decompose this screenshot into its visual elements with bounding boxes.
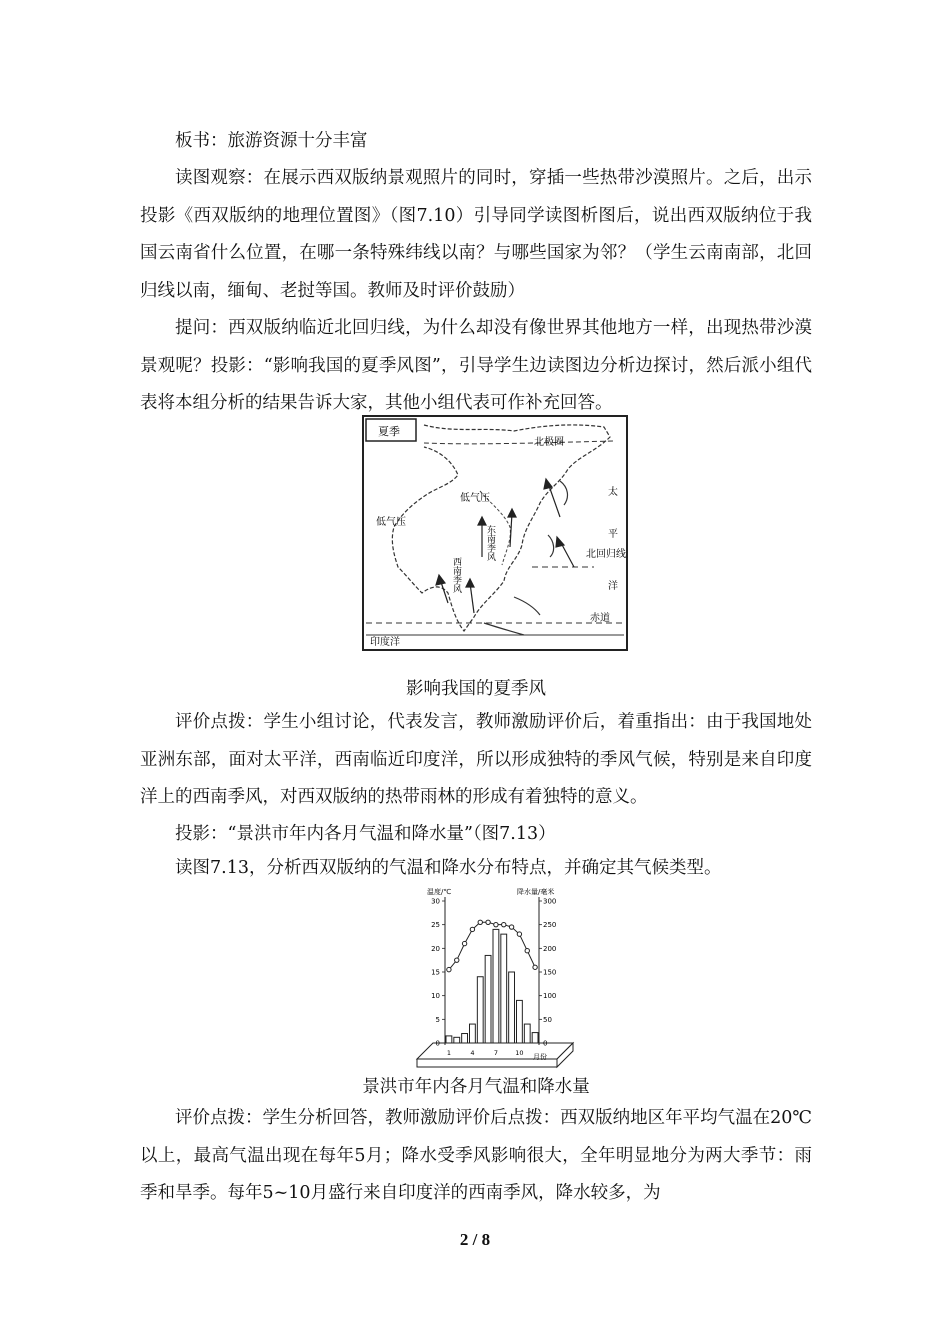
temp-tick-label: 25 <box>431 921 440 930</box>
temp-line <box>447 920 538 972</box>
temp-tick-label: 15 <box>431 968 440 977</box>
temp-point <box>525 949 529 953</box>
temp-point <box>455 958 459 962</box>
month-tick-label: 4 <box>470 1049 475 1057</box>
right-axis-label: 降水量/毫米 <box>517 888 555 896</box>
precip-tick-label: 50 <box>543 1015 552 1024</box>
temp-tick-label: 10 <box>431 992 440 1001</box>
precip-bar <box>517 1000 523 1043</box>
temp-point <box>509 925 513 929</box>
paragraph-evaluation-2: 评价点拨：学生分析回答，教师激励评价后点拨：西双版纳地区年平均气温在20℃以上，最高气温出现在每年5月；降水受季风影响很大，全年明显地分为两大季节：雨季和旱季。每年5~10月盛行来自印度洋的西南季风，降水较多，为 <box>140 1108 812 1203</box>
paragraph-evaluation-1: 评价点拨：学生小组讨论，代表发言，教师激励评价后，着重指出：由于我国地处亚洲东部，面对太平洋，西南临近印度洋，所以形成独特的季风气候，特别是来自印度洋上的西南季风，对西双版纳的热带雨林的形成有着独特的意义。 <box>140 712 812 807</box>
paragraph-question: 提问：西双版纳临近北回归线，为什么却没有像世界其他地方一样，出现热带沙漠景观呢？投影：“影响我国的夏季风图”，引导学生边读图边分析边探讨，然后派小组代表将本组分析的结果告诉大家，其他小组代表可作补充回答。 <box>140 318 812 413</box>
temp-polyline <box>449 922 535 969</box>
page-number: 2 / 8 <box>459 1230 491 1249</box>
arctic-label: 北极圈 <box>534 437 564 448</box>
precip-tick-label: 250 <box>543 921 557 930</box>
x-axis-label: 月份 <box>533 1053 547 1061</box>
precip-bar <box>524 1024 530 1043</box>
southeast-monsoon-label: 东南季风 <box>485 525 495 561</box>
month-tick-label: 7 <box>493 1049 498 1057</box>
temp-point <box>478 920 482 924</box>
southwest-monsoon-label: 西南季风 <box>451 557 461 593</box>
pacific-label-3: 洋 <box>608 581 618 592</box>
paragraph-reading-task: 读图7.13，分析西双版纳的气温和降水分布特点，并确定其气候类型。 <box>175 858 722 878</box>
temp-tick-label: 5 <box>435 1015 440 1024</box>
season-label: 夏季 <box>378 425 400 438</box>
precip-bar <box>462 1034 468 1043</box>
temp-point <box>486 920 490 924</box>
temp-tick-label: 20 <box>431 944 440 953</box>
precip-bar <box>446 1036 452 1043</box>
precip-bars <box>446 929 538 1043</box>
precip-bar <box>470 1024 476 1043</box>
temp-tick-label: 0 <box>435 1039 440 1048</box>
temp-point <box>502 922 506 926</box>
precip-bar <box>493 929 499 1043</box>
precip-bar <box>485 955 491 1043</box>
temp-point <box>494 922 498 926</box>
pacific-label-1: 太 <box>608 487 618 498</box>
paragraph-projection: 投影：“景洪市年内各月气温和降水量”（图7.13） <box>175 824 556 844</box>
precip-bar <box>501 934 507 1043</box>
climate-chart-svg <box>405 885 575 1075</box>
chart-caption: 景洪市年内各月气温和降水量 <box>362 1077 590 1097</box>
left-axis-label: 温度/℃ <box>427 888 452 896</box>
precip-bar <box>509 972 515 1043</box>
temp-point <box>533 965 537 969</box>
month-tick-label: 10 <box>515 1049 524 1057</box>
precip-tick-label: 200 <box>543 944 557 953</box>
temp-point <box>470 927 474 931</box>
precip-bar <box>477 977 483 1043</box>
arctic-circle-line <box>424 441 614 444</box>
map-drawing <box>364 417 626 649</box>
equator-label: 赤道 <box>590 613 610 624</box>
low-pressure-label-1: 低气压 <box>460 493 490 504</box>
month-tick-label: 1 <box>446 1049 451 1057</box>
tropic-label: 北回归线 <box>586 549 626 560</box>
paragraph-blackboard: 板书：旅游资源十分丰富 <box>175 131 368 151</box>
precip-tick-label: 150 <box>543 968 557 977</box>
climate-chart <box>405 885 575 1075</box>
precip-tick-label: 100 <box>543 992 557 1001</box>
precip-bar <box>532 1033 538 1043</box>
pacific-label-2: 平 <box>608 529 618 540</box>
coastline <box>392 425 610 631</box>
summer-monsoon-map <box>362 415 628 651</box>
precip-bar <box>454 1037 460 1043</box>
temp-tick-label: 30 <box>431 897 440 906</box>
precip-tick-label: 0 <box>543 1039 548 1048</box>
low-pressure-label-2: 低气压 <box>376 517 406 528</box>
temp-point <box>517 932 521 936</box>
indian-ocean-label: 印度洋 <box>370 637 400 648</box>
temp-point <box>447 967 451 971</box>
precip-tick-label: 300 <box>543 897 557 906</box>
temp-point <box>462 941 466 945</box>
paragraph-map-reading: 读图观察：在展示西双版纳景观照片的同时，穿插一些热带沙漠照片。之后，出示投影《西双版纳的地理位置图》（图7.10）引导同学读图析图后，说出西双版纳位于我国云南省什么位置，在哪一条特殊纬线以南？与哪些国家为邻？（学生云南南部，北回归线以南，缅甸、老挝等国。教师及时评价鼓励） <box>140 168 812 301</box>
map-caption: 影响我国的夏季风 <box>406 679 546 699</box>
